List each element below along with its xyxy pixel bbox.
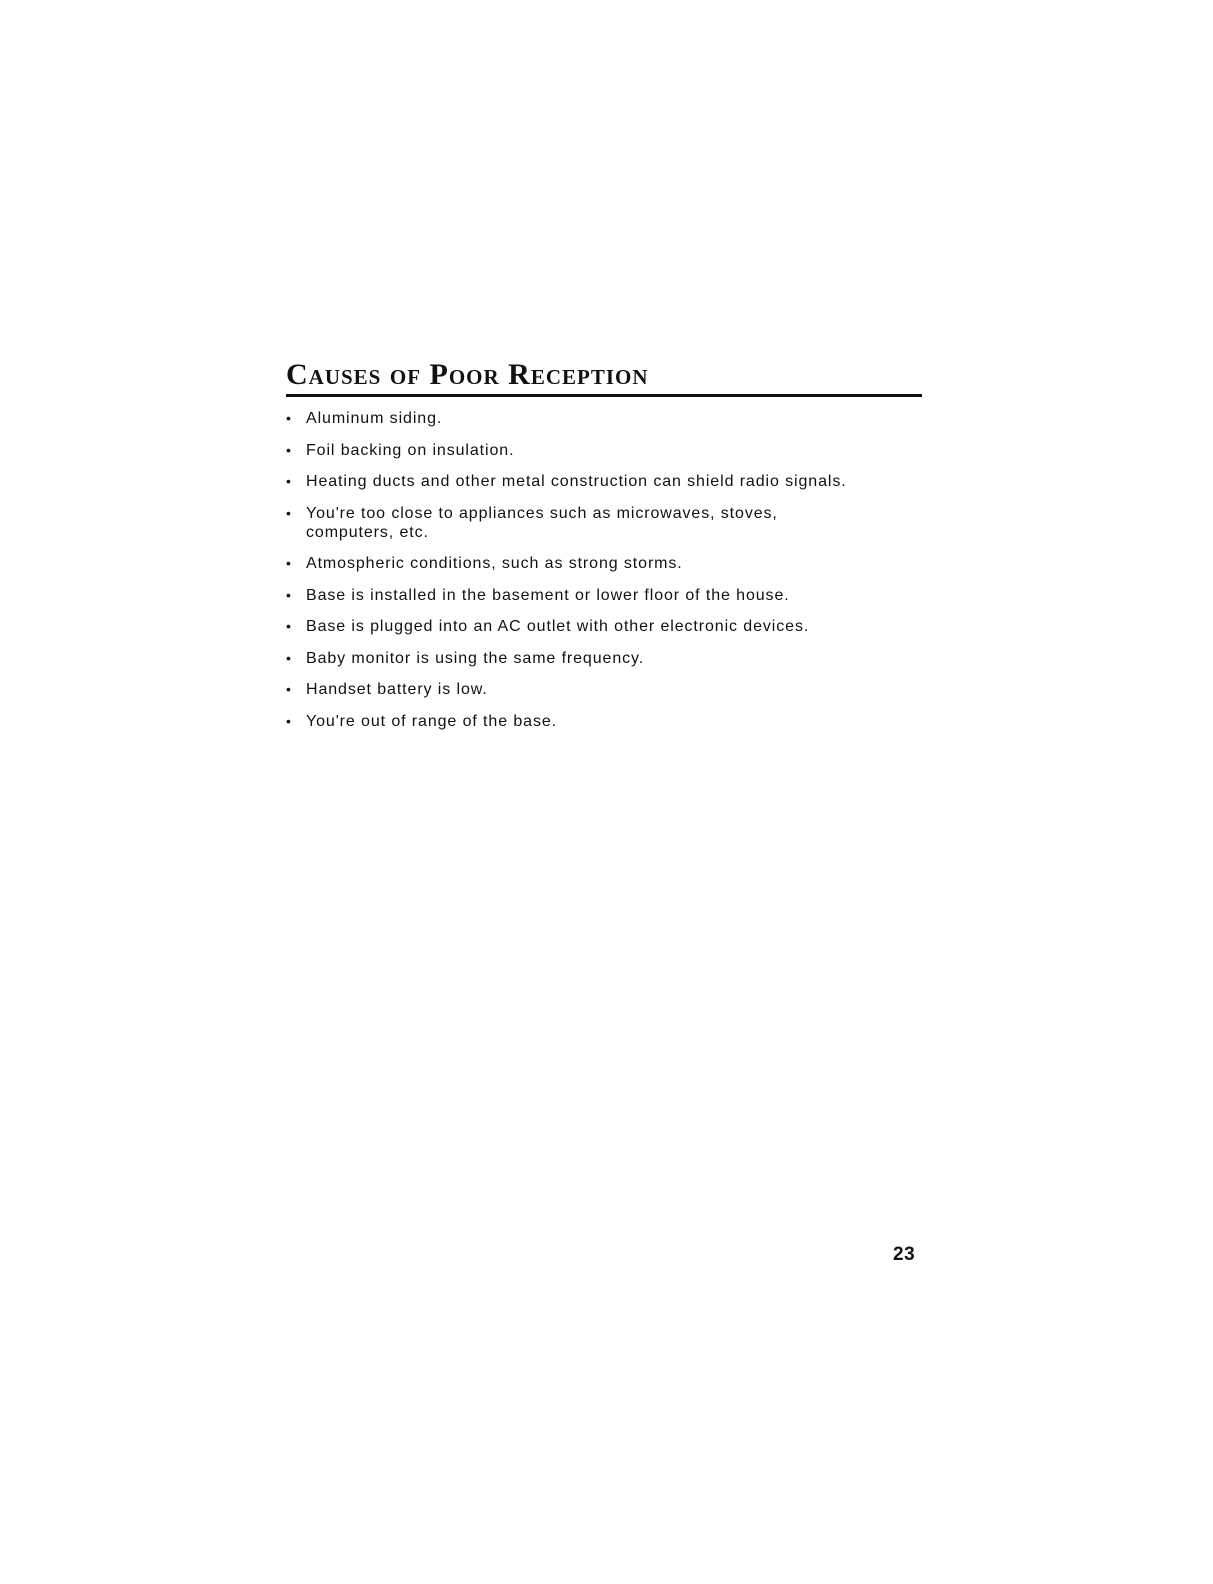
bullet-icon: • <box>286 712 292 729</box>
list-item-text: Base is installed in the basement or lower floor of the house. <box>306 586 790 604</box>
list-item-text: Aluminum siding. <box>306 410 443 427</box>
list-item <box>286 441 866 460</box>
list-item <box>286 472 866 491</box>
list-item <box>286 680 866 699</box>
bullet-icon: • <box>286 586 292 603</box>
list-item-text: Foil backing on insulation. <box>306 441 515 459</box>
list-item-text: Heating ducts and other metal construction can shield radio signals. <box>306 473 847 490</box>
bullet-icon: • <box>286 649 292 666</box>
bullet-icon: • <box>286 681 292 697</box>
list-item-text: You're too close to appliances such as microwaves, stoves, computers, etc. <box>306 504 778 541</box>
list-item <box>286 712 866 731</box>
list-item-text: Handset battery is low. <box>306 681 488 698</box>
list-item-text: Baby monitor is using the same frequency. <box>306 649 645 667</box>
list-item <box>286 409 866 428</box>
list-item-text: Atmospheric conditions, such as strong storms. <box>306 555 683 572</box>
section-heading: Causes of Poor Reception <box>286 358 922 397</box>
bullet-icon: • <box>286 410 292 426</box>
list-item <box>286 649 866 668</box>
list-item <box>286 504 866 542</box>
list-item <box>286 586 866 605</box>
bullet-icon: • <box>286 441 292 458</box>
bullet-icon: • <box>286 555 292 571</box>
list-item <box>286 617 866 636</box>
list-item-text: Base is plugged into an AC outlet with other electronic devices. <box>306 618 810 635</box>
page-number: 23 <box>893 1244 916 1265</box>
bullet-icon: • <box>286 504 292 521</box>
bullet-icon: • <box>286 473 292 489</box>
poor-reception-section <box>286 358 922 743</box>
list-item <box>286 554 866 573</box>
causes-list <box>286 409 922 731</box>
list-item-text: You're out of range of the base. <box>306 712 557 730</box>
bullet-icon: • <box>286 618 292 634</box>
